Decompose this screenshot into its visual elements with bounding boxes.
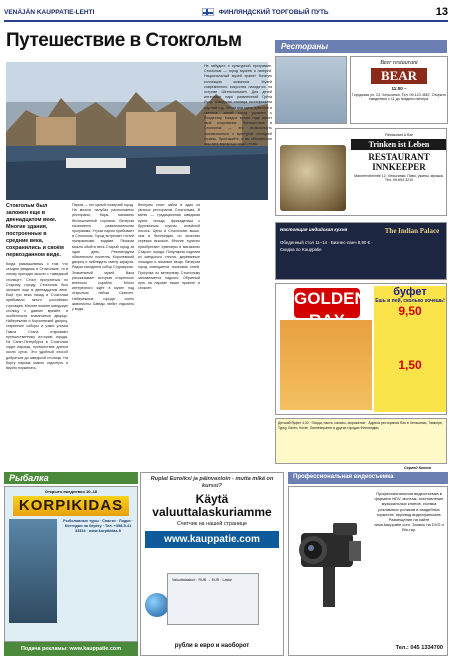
video-phone: Тел.: 045 1334700 (395, 645, 443, 651)
article-column-1: Когда размышляешь о том, что сегодня увидишь в Стокгольме, то в голову приходят мысли о «шведской столице». Стоит прогуляться по Старому городу. Стокгольм был заложен еще в двенадцатом веке. Ещё три века назад в Стокгольм прибывало много российских торговцев. Многие помнят шведскую столицу с давних времён, в особенности знаменитые дворцы. Набережная и Королевский дворец, старинные соборы и узкие улочки Гамла Стана открывают путешественнику историю города. Из Санкт-Петербурга в Стокгольм ходят паромы, путешествие длится около суток. Это удобный способ добраться до шведской столицы. На борту парома можно отдохнуть и вкусно поужинать. (6, 262, 68, 371)
rax-logo (294, 288, 367, 318)
ad-submission-footer[interactable]: Подача рекламы: www.kauppatie.com (4, 642, 138, 656)
trinken-address: Mannerheimintie 12, Хельсинки. Пиво, ужины, музыка. Тел. 09-654 3210 (354, 174, 444, 182)
kauppatie-ru: Счетчик на нашей странице (176, 521, 248, 527)
rax-label: буфет (393, 286, 427, 298)
korpikidas-ad[interactable] (4, 486, 138, 642)
indian-lines: Обеденный стол 11–14 · Бизнес-ланч 8,90 € · Скидка по Kauppatie (280, 240, 373, 252)
beer-glass-photo (280, 145, 346, 211)
masthead (4, 4, 448, 22)
kauppatie-big: Käytä valuuttalaskuriamme (152, 492, 272, 519)
masthead-right: ФИНЛЯНДСКИЙ ТОРГОВЫЙ ПУТЬ (218, 8, 329, 16)
currency-calculator: Valuuttalaskuri · RUB → EUR · Laske (167, 573, 259, 625)
rax-desc: Ешь и пей, сколько хочешь! (375, 298, 445, 304)
rax-footer-text: Детский буфет 4,00 · Пицца, паста, салаты, мороженое · Адреса ресторанов Rax в Хельсинки, Тампере, Турку, Лахти, Котке, Лаппеэнранте и других городах Финляндии. (275, 418, 447, 464)
bear-hours: 11:00 – (391, 86, 407, 91)
article-column-4: Не забудьте о культурной программе. Стокгольм — город музеев и галерей. Национальный музей хранит богатую коллекцию живописи. Музей современного искусства находится на острове Шеппсхольмен. Для детей интересен парк развлечений Грёна Лунд. Шведская столица гостеприимна круглый год. Летом дни здесь длинные и светлые, зимой город украшен к Рождеству. Каждое время года имеет своё очарование. Путешествие в Стокгольм — это возможность познакомиться с культурой соседней страны. Приезжайте, и вы обязательно захотите вернуться сюда снова. (204, 64, 272, 147)
korpikidas-date: Открыто ежедневно 10–18 (44, 489, 98, 494)
pizza-photo (280, 320, 372, 410)
article-headline: Путешествие в Стокгольм (6, 30, 242, 51)
indian-lead: Настоящая индийская кухня (280, 227, 348, 232)
kauppatie-url[interactable]: www.kauppatie.com (145, 531, 279, 548)
trinken-top: Restaurant & Bar (385, 133, 413, 137)
bear-address: Городская ул. 23, Хельсинки. Тел. 09-123 4567. Открыто ежедневно с 11 до позднего вечера. (352, 93, 446, 101)
video-camera-icon (293, 493, 369, 613)
rax-pizzabuffet-ad[interactable] (275, 283, 447, 415)
rax-price-2: 1,50 (398, 358, 422, 372)
page-number: 13 (435, 6, 448, 18)
article-author: Сергей Котов (404, 466, 432, 470)
kauppatie-top: Ruplat Euroiksi ja päinvastoin - mutta mikä on kurssi? (150, 476, 274, 489)
fishing-photo (9, 519, 57, 623)
kauppatie-bottom: рубли в евро и наоборот (174, 643, 250, 649)
article-column-3: Вечером стоит зайти в один из уютных ресторанов Стокгольма. В меню — традиционная шведская кухня: сельдь, фрикадельки с брусничным соусом, копчёный лосось. Цены в Стокгольме выше, чем в Финляндии, но качество сервиса высокое. Многие туристы приобретают сувениры в магазинах Старого города. Популярны изделия из шведского стекла, деревянные лошадки и вязаные вещи. Вечером город освещается тысячами огней. Прогулка по вечернему Стокгольму запоминается надолго. Обратный путь на пароме также приятен и спокоен. (138, 203, 200, 291)
rybalka-header: Рыбалка (4, 472, 138, 484)
rax-price-1: 9,50 (398, 304, 422, 318)
trinken-restaurant-ad[interactable] (275, 128, 447, 216)
bear-restaurant-ad[interactable] (350, 56, 448, 124)
kauppatie-converter-ad[interactable] (140, 472, 284, 656)
trinken-sub: RESTAURANT INNKEEPER (368, 152, 430, 172)
article-column-2: Паром — это целый плавучий город. На многих палубах расположены рестораны, бары, магазины беспошлинной торговли. Вечером начинается развлекательная программа. Утром паром прибывает в Стокгольм. Город встречает гостей прекрасными видами. Пешком можно обойти весь Старый город за один день. Рекомендуем обязательно посетить Королевский дворец и наблюдать смену караула. Рядом находится собор Стуркюркан. Знаменитый музей Васа рассказывает историю старинного военного корабля. Много интересного ждёт в музее под открытым небом Скансен. Набережные города очень живописны. Шведы любят отдыхать у воды. (72, 203, 134, 312)
globe-icon (145, 593, 169, 617)
rax-offer (374, 286, 446, 412)
video-text: Профессиональная видеосъемка в формате HDV, монтаж, изготовление музыкальных клипов, съемка рекламных роликов и свадебных торжеств, перевод видеофильмов. Размещение на сайте www.kauppatie.com. Запись на DVD и Blu-ray. (374, 491, 444, 533)
article-lede: Стокгольм был заложен еще в двенадцатом веке. Многие здания, построенные в средние века, сохранились и своём первозданном виде. (6, 203, 64, 258)
video-service-ad[interactable] (288, 486, 448, 656)
bear-restaurant-photo (275, 56, 347, 124)
bear-top: Beer restaurant (380, 60, 418, 66)
korpikidas-info: Рыболовные туры · Снасти · Лодки · Коттеджи на берегу · Тел. +358-5-41 33334 · www.korpikidas.fi (63, 519, 133, 533)
korpikidas-logo: KORPIKIDAS (13, 496, 129, 516)
rax-logo-text: GOLDEN (294, 289, 367, 308)
masthead-left: VENÄJÄN KAUPPATIE-LEHTI (4, 8, 95, 16)
trinken-name: Trinken ist Leben (351, 139, 447, 150)
video-header: Профессиональная видеосъемка (288, 472, 448, 484)
indian-restaurant-ad[interactable] (275, 222, 447, 280)
restaurants-header: Рестораны (275, 40, 447, 53)
bear-name: BEAR (371, 68, 427, 84)
finland-flag-icon (202, 8, 214, 16)
indian-name: The Indian Palace (384, 227, 440, 235)
